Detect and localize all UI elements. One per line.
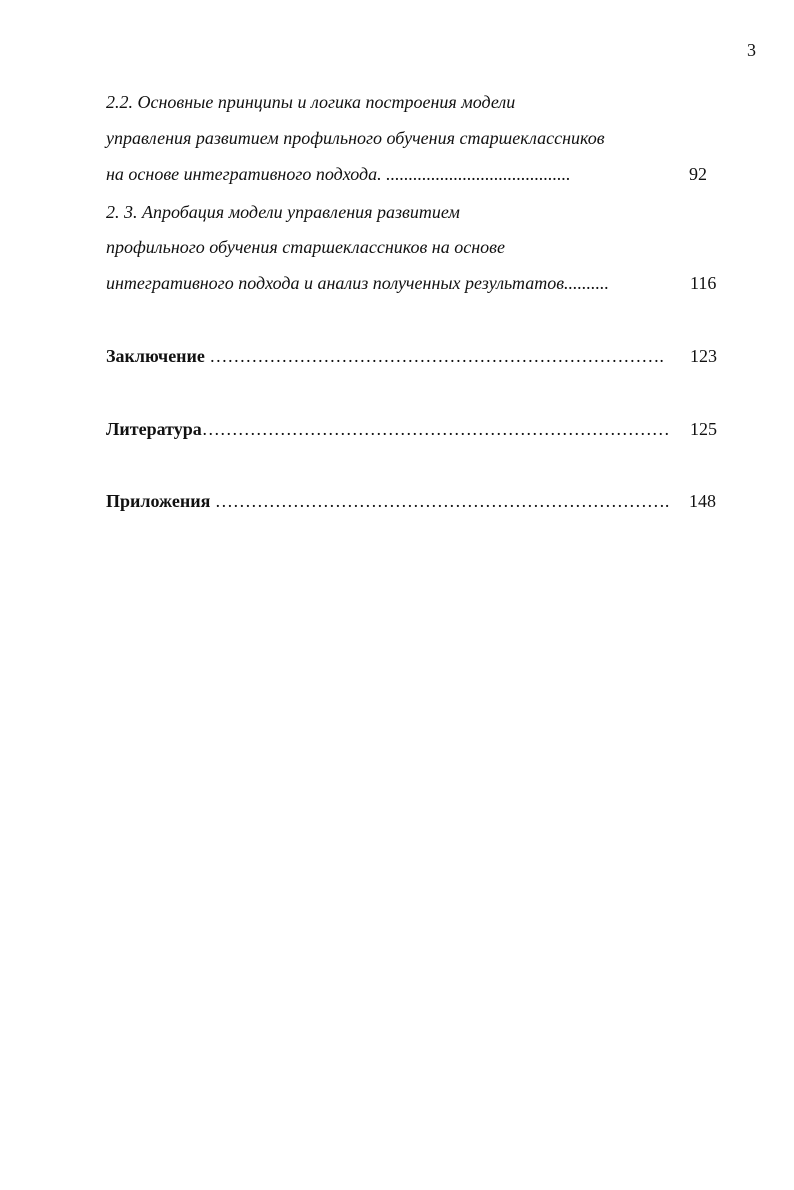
toc-literature-title: Литература: [106, 419, 202, 439]
page-number: 3: [747, 40, 756, 60]
toc-conclusion-line: [106, 346, 664, 367]
toc-conclusion-title: Заключение: [106, 346, 205, 366]
toc-conclusion-dots: ………………………………………………………………….: [204, 346, 664, 366]
toc-2-2-page: 92: [689, 164, 707, 184]
toc-literature-line: [106, 419, 670, 440]
toc-appendices-dots: ………………………………………………………………….: [210, 491, 670, 511]
toc-2-3-line-2: профильного обучения старшеклассников на основе: [106, 237, 505, 257]
toc-2-3-line-1: 2. 3. Апробация модели управления развитием: [106, 202, 460, 222]
toc-2-2-line-1: 2.2. Основные принципы и логика построения модели: [106, 92, 516, 112]
toc-appendices-line: [106, 491, 669, 512]
toc-literature-page: 125: [690, 419, 717, 439]
toc-2-3-line-3: интегративного подхода и анализ полученных результатов..........: [106, 273, 610, 293]
toc-2-2-line-3: на основе интегративного подхода. .........................................: [106, 164, 571, 184]
toc-literature-dots: ……………………………………………………………………: [201, 419, 670, 439]
toc-appendices-title: Приложения: [106, 491, 211, 511]
toc-appendices-page: 148: [689, 491, 716, 511]
toc-2-2-line-2: управления развитием профильного обучения старшеклассников: [106, 128, 605, 148]
toc-conclusion-page: 123: [690, 346, 717, 366]
toc-2-3-page: 116: [690, 273, 717, 293]
